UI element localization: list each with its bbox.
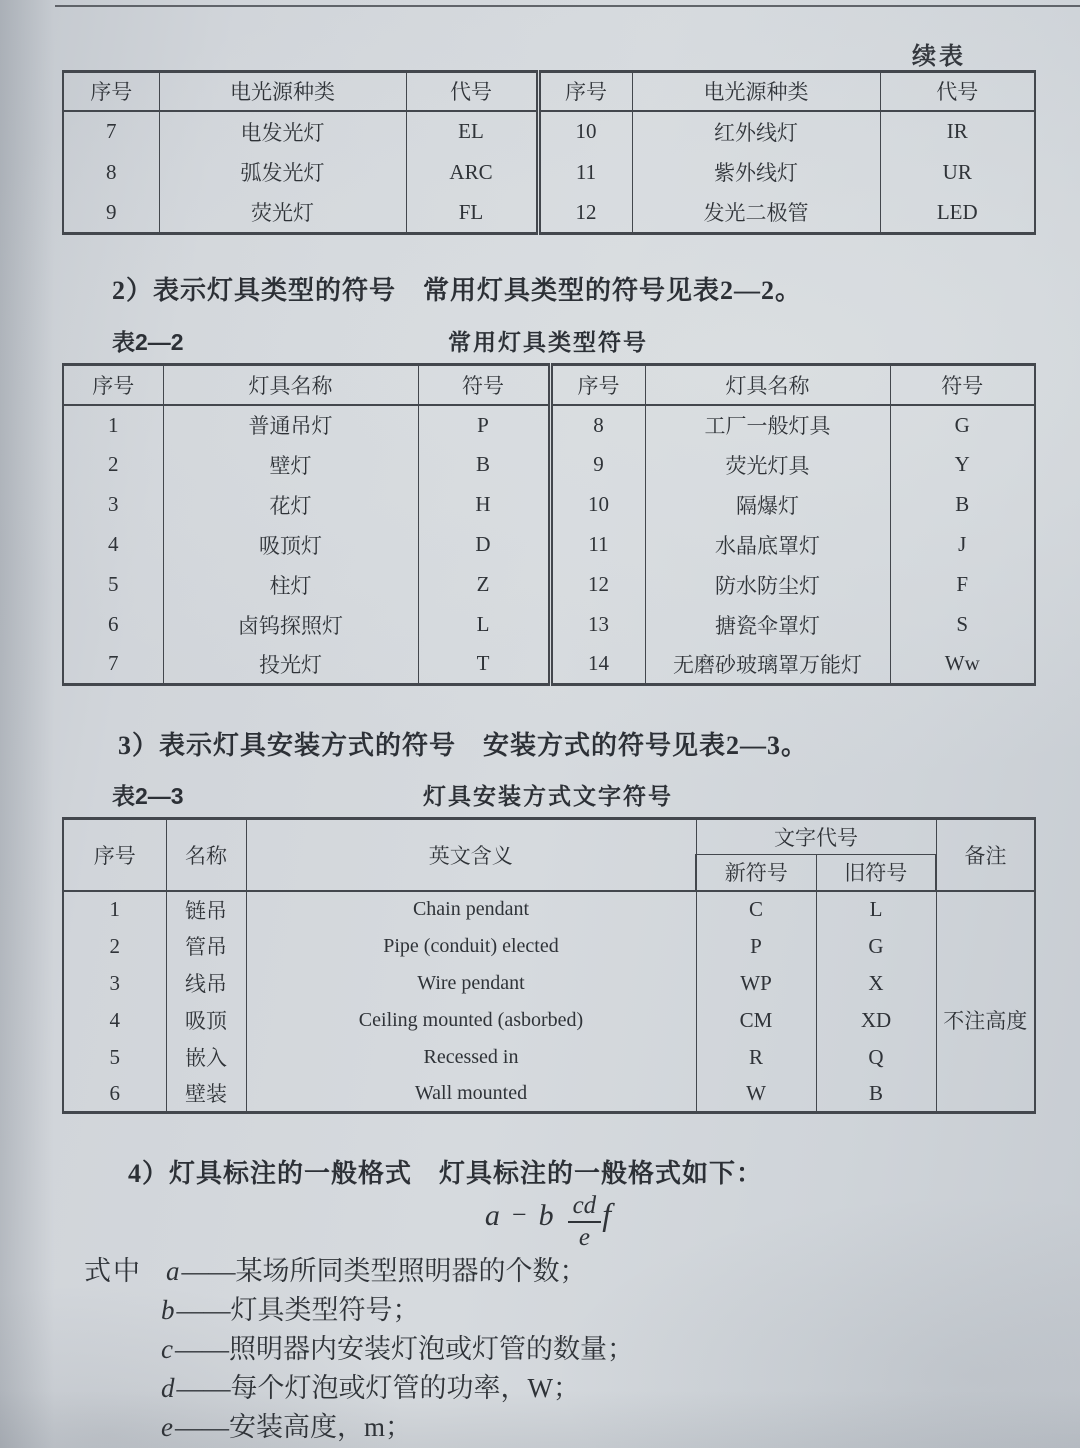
- formula-fraction: [568, 1192, 602, 1251]
- table-cell: 线吊: [166, 965, 246, 1002]
- table-cell: 普通吊灯: [163, 405, 418, 445]
- table-cell: 12: [538, 193, 632, 234]
- table-cell: [936, 965, 1035, 1002]
- column-header: 序号: [550, 365, 645, 405]
- table-row: [63, 111, 1035, 152]
- definition-text: ——某场所同类型照明器的个数；: [181, 1256, 587, 1286]
- table-cell: Z: [418, 565, 550, 605]
- table-cell: [936, 1039, 1035, 1076]
- table-cell: 7: [63, 645, 163, 685]
- column-header: 英文含义: [246, 819, 696, 891]
- table-cell: Wire pendant: [246, 965, 696, 1002]
- table-cell: 红外线灯: [632, 111, 880, 152]
- table-cell: B: [890, 485, 1035, 525]
- definition-line: [84, 1369, 634, 1408]
- table-cell: FL: [406, 193, 538, 234]
- column-subheader: 旧符号: [816, 855, 936, 891]
- definition-variable: e: [161, 1412, 173, 1442]
- table-2-2-label: 表2—2: [112, 329, 184, 355]
- formula-var-b: b: [538, 1199, 554, 1233]
- table-cell: 4: [63, 525, 163, 565]
- table-2-3-title: 灯具安装方式文字符号: [423, 783, 673, 809]
- mounting-mode-code-table: [62, 817, 1036, 1114]
- table-cell: 5: [63, 1039, 166, 1076]
- table-cell: 7: [63, 111, 159, 152]
- table-cell: 发光二极管: [632, 193, 880, 234]
- formula-minus-sign: −: [511, 1200, 527, 1230]
- table-header-row: [63, 72, 1035, 111]
- table-cell: 4: [63, 1002, 166, 1039]
- table-2-2-title: 常用灯具类型符号: [448, 329, 648, 355]
- table-cell: 13: [550, 605, 645, 645]
- table-cell: P: [418, 405, 550, 445]
- table-cell: 不注高度: [936, 1002, 1035, 1039]
- formula-numerator: cd: [568, 1192, 602, 1223]
- table-cell: 防水防尘灯: [645, 565, 890, 605]
- table-cell: 3: [63, 485, 163, 525]
- definitions-prefix: 式中: [84, 1256, 142, 1286]
- table-2-3-caption: [62, 778, 1034, 811]
- definition-variable: d: [161, 1373, 175, 1403]
- definition-line: [84, 1408, 634, 1447]
- formula-denominator: e: [578, 1223, 590, 1251]
- column-header: 代号: [406, 72, 538, 111]
- table-row: [63, 1076, 1035, 1113]
- table-cell: Ww: [890, 645, 1035, 685]
- column-header: 代号: [880, 72, 1035, 111]
- table-cell: L: [418, 605, 550, 645]
- table-cell: 链吊: [166, 891, 246, 928]
- table-cell: 11: [550, 525, 645, 565]
- table-cell: 荧光灯: [159, 193, 406, 234]
- table-cell: 8: [550, 405, 645, 445]
- definition-variable: c: [161, 1334, 173, 1364]
- table-row: [63, 965, 1035, 1002]
- table-cell: 工厂一般灯具: [645, 405, 890, 445]
- table-cell: G: [890, 405, 1035, 445]
- definition-line: [84, 1291, 634, 1330]
- table-cell: 9: [63, 193, 159, 234]
- luminaire-notation-formula: [62, 1192, 1034, 1251]
- table-cell: LED: [880, 193, 1035, 234]
- page-top-rule: [55, 5, 1080, 7]
- table-cell: 柱灯: [163, 565, 418, 605]
- table-cell: X: [816, 965, 936, 1002]
- table-cell: ARC: [406, 152, 538, 193]
- table-cell: UR: [880, 152, 1035, 193]
- table-cell: 管吊: [166, 928, 246, 965]
- table-cell: 投光灯: [163, 645, 418, 685]
- table-cell: 紫外线灯: [632, 152, 880, 193]
- formula-var-f: f: [602, 1196, 612, 1233]
- column-header: 序号: [63, 819, 166, 891]
- table-row: [63, 152, 1035, 193]
- table-cell: 12: [550, 565, 645, 605]
- column-header: 序号: [538, 72, 632, 111]
- table-row: [63, 605, 1035, 645]
- table-cell: 弧发光灯: [159, 152, 406, 193]
- table-cell: 吸顶灯: [163, 525, 418, 565]
- definition-text: ——每个灯泡或灯管的功率，W；: [176, 1373, 580, 1403]
- table-cell: S: [890, 605, 1035, 645]
- table-cell: Chain pendant: [246, 891, 696, 928]
- table-header-row: [63, 365, 1035, 405]
- table-cell: 隔爆灯: [645, 485, 890, 525]
- table-cell: 电发光灯: [159, 111, 406, 152]
- table-cell: [936, 891, 1035, 928]
- table-cell: F: [890, 565, 1035, 605]
- table-cell: B: [418, 445, 550, 485]
- luminaire-type-symbol-table: [62, 363, 1036, 686]
- section-heading-3: 3）表示灯具安装方式的符号 安装方式的符号见表2—3。: [118, 731, 809, 760]
- column-header: 电光源种类: [632, 72, 880, 111]
- table-cell: Recessed in: [246, 1039, 696, 1076]
- table-row: [63, 445, 1035, 485]
- table-cell: G: [816, 928, 936, 965]
- formula-definitions-list: [84, 1252, 634, 1447]
- light-source-code-table: [62, 70, 1036, 235]
- table-row: [63, 1002, 1035, 1039]
- table-cell: 10: [538, 111, 632, 152]
- table-cell: Y: [890, 445, 1035, 485]
- table-cell: 花灯: [163, 485, 418, 525]
- table-cell: 2: [63, 445, 163, 485]
- table-row: [63, 645, 1035, 685]
- table-cell: T: [418, 645, 550, 685]
- table-cell: [936, 928, 1035, 965]
- table-cell: 5: [63, 565, 163, 605]
- table-cell: B: [816, 1076, 936, 1113]
- table-cell: Wall mounted: [246, 1076, 696, 1113]
- table-cell: H: [418, 485, 550, 525]
- table-row: [63, 193, 1035, 234]
- definition-variable: a: [166, 1256, 180, 1286]
- table-cell: Pipe (conduit) elected: [246, 928, 696, 965]
- column-header: 序号: [63, 365, 163, 405]
- definition-text: ——照明器内安装灯泡或灯管的数量；: [174, 1334, 634, 1364]
- table-cell: W: [696, 1076, 816, 1113]
- table-cell: 11: [538, 152, 632, 193]
- table-cell: 6: [63, 605, 163, 645]
- table-cell: XD: [816, 1002, 936, 1039]
- column-subheader: 新符号: [696, 855, 816, 891]
- table-cell: 嵌入: [166, 1039, 246, 1076]
- table-cell: 无磨砂玻璃罩万能灯: [645, 645, 890, 685]
- table-row: [63, 565, 1035, 605]
- column-header: 灯具名称: [163, 365, 418, 405]
- table-cell: 10: [550, 485, 645, 525]
- column-header: 电光源种类: [159, 72, 406, 111]
- column-header: 符号: [418, 365, 550, 405]
- table-header-row: [63, 819, 1035, 855]
- table-cell: [936, 1076, 1035, 1113]
- continued-table-label: 续表: [912, 43, 966, 70]
- table-2-3-label: 表2—3: [112, 783, 184, 809]
- column-header: 备注: [936, 819, 1035, 891]
- table-cell: 壁灯: [163, 445, 418, 485]
- table-cell: 搪瓷伞罩灯: [645, 605, 890, 645]
- table-cell: 吸顶: [166, 1002, 246, 1039]
- table-cell: 2: [63, 928, 166, 965]
- section-heading-4: 4）灯具标注的一般格式 灯具标注的一般格式如下：: [128, 1159, 764, 1188]
- definition-text: ——安装高度，m；: [174, 1412, 412, 1442]
- table-cell: 6: [63, 1076, 166, 1113]
- table-cell: L: [816, 891, 936, 928]
- table-cell: 卤钨探照灯: [163, 605, 418, 645]
- table-cell: P: [696, 928, 816, 965]
- table-cell: 壁装: [166, 1076, 246, 1113]
- table-row: [63, 525, 1035, 565]
- table-cell: 9: [550, 445, 645, 485]
- table-row: [63, 1039, 1035, 1076]
- column-header: 名称: [166, 819, 246, 891]
- table-cell: 8: [63, 152, 159, 193]
- table-cell: WP: [696, 965, 816, 1002]
- formula-var-a: a: [484, 1199, 500, 1233]
- column-header: 符号: [890, 365, 1035, 405]
- table-cell: 荧光灯具: [645, 445, 890, 485]
- table-cell: IR: [880, 111, 1035, 152]
- table-cell: D: [418, 525, 550, 565]
- table-2-2-caption: [62, 324, 1034, 357]
- column-header: 灯具名称: [645, 365, 890, 405]
- definition-text: ——灯具类型符号；: [176, 1295, 420, 1325]
- table-cell: 水晶底罩灯: [645, 525, 890, 565]
- definition-line: [84, 1252, 634, 1291]
- table-row: [63, 405, 1035, 445]
- table-cell: EL: [406, 111, 538, 152]
- table-cell: Ceiling mounted (asborbed): [246, 1002, 696, 1039]
- table-cell: 1: [63, 405, 163, 445]
- section-heading-2: 2）表示灯具类型的符号 常用灯具类型的符号见表2—2。: [112, 276, 803, 305]
- column-header-group: 文字代号: [696, 819, 936, 855]
- definition-variable: b: [161, 1295, 175, 1325]
- table-cell: J: [890, 525, 1035, 565]
- table-cell: C: [696, 891, 816, 928]
- table-cell: R: [696, 1039, 816, 1076]
- definition-line: [84, 1330, 634, 1369]
- table-cell: 3: [63, 965, 166, 1002]
- table-row: [63, 891, 1035, 928]
- table-cell: Q: [816, 1039, 936, 1076]
- table-row: [63, 485, 1035, 525]
- table-cell: 14: [550, 645, 645, 685]
- table-cell: 1: [63, 891, 166, 928]
- column-header: 序号: [63, 72, 159, 111]
- table-cell: CM: [696, 1002, 816, 1039]
- table-row: [63, 928, 1035, 965]
